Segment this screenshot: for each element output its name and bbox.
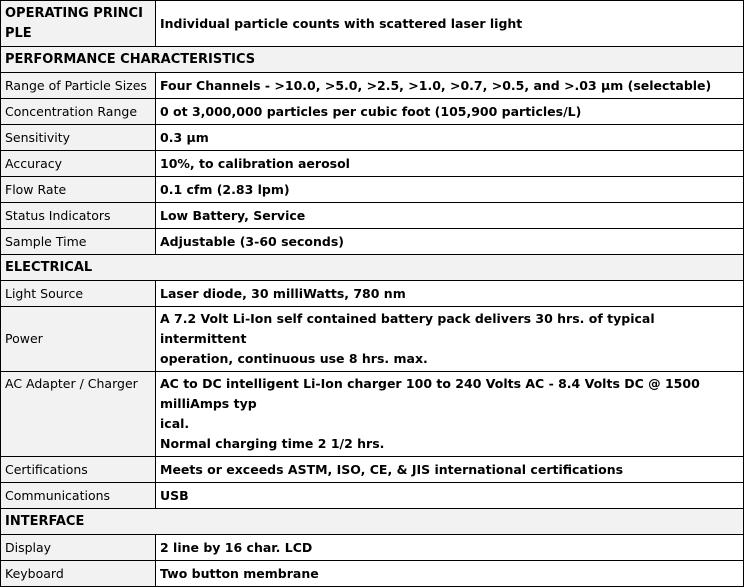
row-label: Keyboard	[1, 561, 156, 587]
table-row	[1, 203, 744, 229]
row-value-line1: AC to DC intelligent Li-Ion charger 100 to 240 Volts AC - 8.4 Volts DC @ 1500 milliAmps typ	[160, 376, 700, 411]
row-label: Accuracy	[1, 151, 156, 177]
section-row-interface	[1, 509, 744, 535]
table-row	[1, 561, 744, 587]
section-heading-electrical: ELECTRICAL	[1, 255, 744, 281]
row-value-line1: A 7.2 Volt Li-Ion self contained battery pack delivers 30 hrs. of typical intermittent	[160, 311, 655, 346]
row-label: Sample Time	[1, 229, 156, 255]
operating-principle-label	[1, 1, 156, 47]
row-label: Status Indicators	[1, 203, 156, 229]
row-value: Laser diode, 30 milliWatts, 780 nm	[156, 281, 744, 307]
section-heading-interface: INTERFACE	[1, 509, 744, 535]
section-row-performance	[1, 47, 744, 73]
row-value: USB	[156, 483, 744, 509]
row-label: Range of Particle Sizes	[1, 73, 156, 99]
row-label: Display	[1, 535, 156, 561]
table-row	[1, 125, 744, 151]
row-value: Adjustable (3-60 seconds)	[156, 229, 744, 255]
row-label: Certifications	[1, 457, 156, 483]
row-value	[156, 372, 744, 457]
row-label: Sensitivity	[1, 125, 156, 151]
row-value: 2 line by 16 char. LCD	[156, 535, 744, 561]
row-label: Light Source	[1, 281, 156, 307]
section-heading-performance: PERFORMANCE CHARACTERISTICS	[1, 47, 744, 73]
row-label: Concentration Range	[1, 99, 156, 125]
table-row	[1, 229, 744, 255]
row-value-line2: operation, continuous use 8 hrs. max.	[160, 351, 428, 366]
table-row	[1, 281, 744, 307]
row-value-line2: ical.	[160, 416, 190, 431]
section-row-electrical	[1, 255, 744, 281]
row-value: Four Channels - >10.0, >5.0, >2.5, >1.0, >0.7, >0.5, and >.03 µm (selectable)	[156, 73, 744, 99]
operating-principle-label-line1: OPERATING PRINCI	[5, 5, 143, 21]
row-value: Low Battery, Service	[156, 203, 744, 229]
row-value: Meets or exceeds ASTM, ISO, CE, & JIS international certifications	[156, 457, 744, 483]
row-label: Power	[1, 307, 156, 372]
row-value: 0.1 cfm (2.83 lpm)	[156, 177, 744, 203]
table-row	[1, 99, 744, 125]
row-value: 10%, to calibration aerosol	[156, 151, 744, 177]
table-row-operating-principle	[1, 1, 744, 47]
table-row	[1, 372, 744, 457]
table-row	[1, 73, 744, 99]
row-value: 0.3 µm	[156, 125, 744, 151]
table-row	[1, 483, 744, 509]
table-row	[1, 457, 744, 483]
table-row	[1, 307, 744, 372]
row-value: 0 ot 3,000,000 particles per cubic foot (105,900 particles/L)	[156, 99, 744, 125]
operating-principle-value: Individual particle counts with scattered laser light	[156, 1, 744, 47]
table-row	[1, 177, 744, 203]
row-value	[156, 307, 744, 372]
table-row	[1, 535, 744, 561]
row-label: AC Adapter / Charger	[1, 372, 156, 457]
row-value-line3: Normal charging time 2 1/2 hrs.	[160, 436, 385, 451]
row-value: Two button membrane	[156, 561, 744, 587]
operating-principle-label-line2: PLE	[5, 25, 32, 41]
table-row	[1, 151, 744, 177]
row-label: Communications	[1, 483, 156, 509]
row-label: Flow Rate	[1, 177, 156, 203]
